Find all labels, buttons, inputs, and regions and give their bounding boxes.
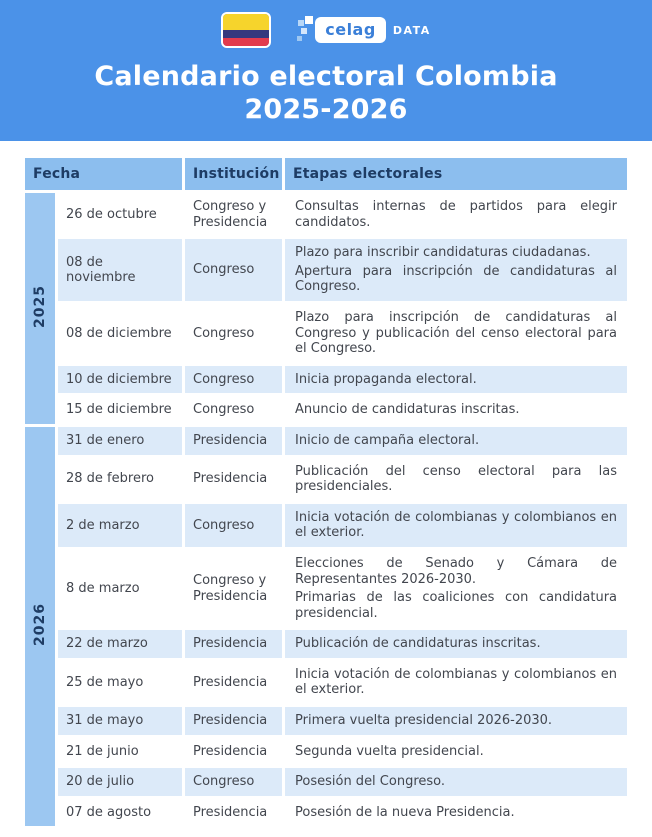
etapa-text: Plazo para inscribir candidaturas ciudadanas. (295, 245, 591, 261)
etapa-text: Inicia votación de colombianas y colombianos en el exterior. (295, 666, 617, 698)
etapa-text: Apertura para inscripción de candidaturas al Congreso. (295, 263, 617, 295)
table-row (25, 661, 627, 704)
etapa-text: Anuncio de candidaturas inscritas. (295, 402, 520, 418)
fecha-cell: 28 de febrero (58, 458, 182, 501)
year-label: 2025 (32, 284, 48, 328)
institucion-cell: Presidencia (185, 799, 282, 827)
table-row (25, 193, 627, 236)
etapas-cell (285, 738, 627, 766)
institucion-cell: Congreso y Presidencia (185, 550, 282, 627)
institucion-cell: Congreso (185, 304, 282, 363)
table-row (25, 304, 627, 363)
etapas-cell (285, 427, 627, 455)
etapa-text: Segunda vuelta presidencial. (295, 743, 484, 759)
etapa-text: Primarias de las coaliciones con candidatura presidencial. (295, 590, 617, 621)
table-row (25, 396, 627, 424)
etapas-cell (285, 504, 627, 547)
etapa-text: Primera vuelta presidencial 2026-2030. (295, 713, 553, 729)
etapa-text: Inicia propaganda electoral. (295, 371, 477, 387)
fecha-cell: 21 de junio (58, 738, 182, 766)
fecha-cell: 31 de mayo (58, 707, 182, 735)
etapa-text: Plazo para inscripción de candidaturas al Congreso y publicación del censo electoral para el Congreso. (295, 309, 617, 357)
table-row (25, 768, 627, 796)
fecha-cell: 15 de diciembre (58, 396, 182, 424)
etapa-text: Posesión del Congreso. (295, 774, 446, 790)
banner-logos (0, 11, 652, 49)
fecha-cell: 20 de julio (58, 768, 182, 796)
year-label: 2026 (32, 603, 48, 647)
etapas-cell (285, 193, 627, 236)
table-row (25, 707, 627, 735)
column-header-institucion: Institución (185, 158, 282, 190)
etapas-cell (285, 707, 627, 735)
institucion-cell: Presidencia (185, 738, 282, 766)
institucion-cell: Presidencia (185, 707, 282, 735)
fecha-cell: 10 de diciembre (58, 366, 182, 394)
table-header-row (25, 158, 627, 190)
column-header-etapas: Etapas electorales (285, 158, 627, 190)
etapa-text: Publicación de candidaturas inscritas. (295, 636, 541, 652)
flag-stripe-yellow (223, 14, 269, 30)
calendar-table-container (0, 141, 652, 837)
etapas-cell (285, 458, 627, 501)
fecha-cell: 2 de marzo (58, 504, 182, 547)
colombia-flag-icon (221, 12, 271, 48)
table-row (25, 799, 627, 827)
fecha-cell: 22 de marzo (58, 630, 182, 658)
celag-wordmark: celag (315, 17, 386, 43)
celag-data-label: DATA (392, 23, 431, 37)
table-row (25, 738, 627, 766)
etapa-text: Inicia votación de colombianas y colombianos en el exterior. (295, 509, 617, 541)
etapas-cell (285, 239, 627, 301)
institucion-cell: Congreso (185, 768, 282, 796)
etapas-cell (285, 550, 627, 627)
etapas-cell (285, 366, 627, 394)
fecha-cell: 08 de noviembre (58, 239, 182, 301)
table-row (25, 504, 627, 547)
institucion-cell: Presidencia (185, 630, 282, 658)
institucion-cell: Congreso (185, 239, 282, 301)
institucion-cell: Presidencia (185, 661, 282, 704)
electoral-calendar-table (22, 155, 630, 829)
fecha-cell: 8 de marzo (58, 550, 182, 627)
etapas-cell (285, 768, 627, 796)
institucion-cell: Congreso (185, 366, 282, 394)
table-row (25, 366, 627, 394)
header-banner (0, 0, 652, 141)
etapa-text: Posesión de la nueva Presidencia. (295, 804, 515, 820)
etapa-text: Publicación del censo electoral para las presidenciales. (295, 463, 617, 495)
celag-data-logo (297, 16, 431, 44)
fecha-cell: 08 de diciembre (58, 304, 182, 363)
table-row (25, 458, 627, 501)
flag-stripe-blue (223, 30, 269, 38)
institucion-cell: Presidencia (185, 427, 282, 455)
table-row (25, 239, 627, 301)
fecha-cell: 31 de enero (58, 427, 182, 455)
institucion-cell: Congreso y Presidencia (185, 193, 282, 236)
table-row (25, 427, 627, 455)
etapas-cell (285, 661, 627, 704)
page-title-line2: 2025-2026 (244, 93, 408, 125)
fecha-cell: 25 de mayo (58, 661, 182, 704)
etapa-text: Elecciones de Senado y Cámara de Representantes 2026-2030. (295, 555, 617, 587)
table-row (25, 630, 627, 658)
fecha-cell: 07 de agosto (58, 799, 182, 827)
celag-pixels-icon (297, 16, 313, 44)
etapas-cell (285, 630, 627, 658)
year-band-2025 (25, 193, 55, 424)
table-row (25, 550, 627, 627)
institucion-cell: Presidencia (185, 458, 282, 501)
etapas-cell (285, 304, 627, 363)
fecha-cell: 26 de octubre (58, 193, 182, 236)
etapas-cell (285, 799, 627, 827)
flag-stripe-red (223, 38, 269, 46)
page-title-line1: Calendario electoral Colombia (94, 61, 558, 92)
etapas-cell (285, 396, 627, 424)
year-band-2026 (25, 427, 55, 827)
institucion-cell: Congreso (185, 396, 282, 424)
etapa-text: Inicio de campaña electoral. (295, 432, 480, 448)
column-header-fecha: Fecha (25, 158, 182, 190)
etapa-text: Consultas internas de partidos para elegir candidatos. (295, 199, 617, 230)
institucion-cell: Congreso (185, 504, 282, 547)
page-title (0, 61, 652, 127)
